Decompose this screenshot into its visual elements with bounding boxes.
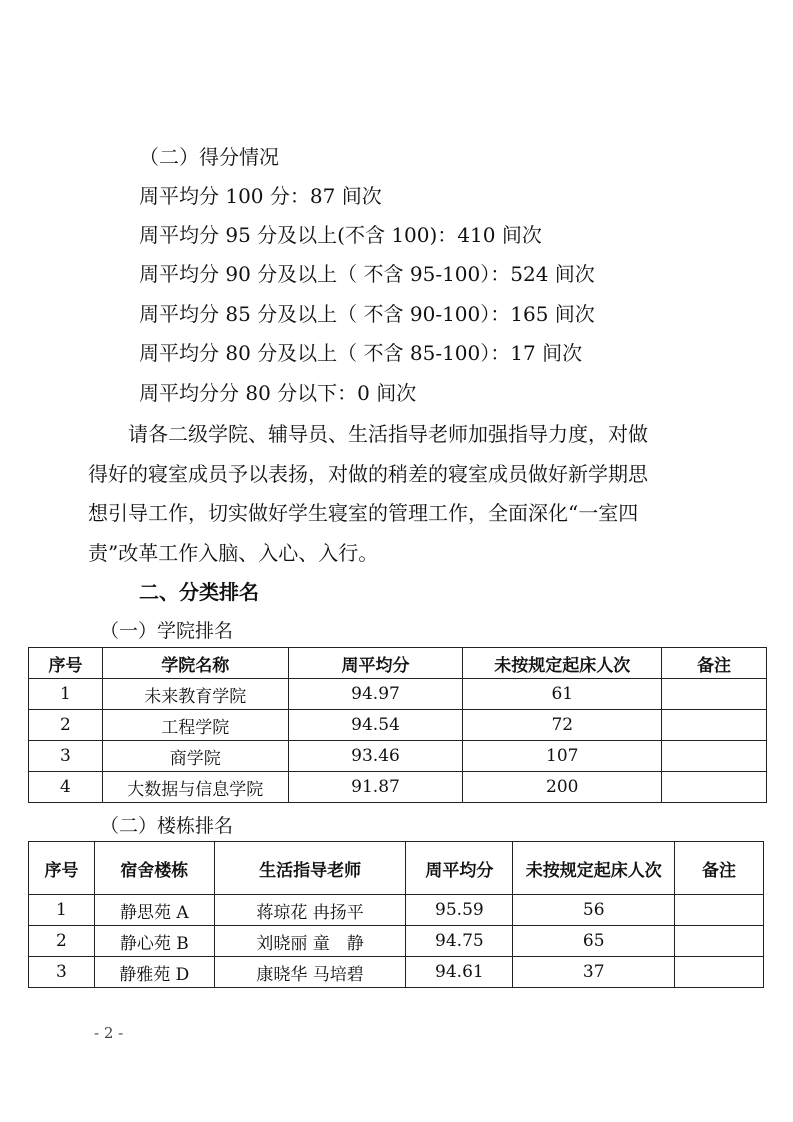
table-cell: 107 bbox=[463, 741, 662, 772]
table-cell bbox=[675, 895, 764, 926]
table-cell: 康晓华 马培碧 bbox=[214, 957, 406, 988]
table-row bbox=[29, 895, 764, 926]
table-cell: 3 bbox=[29, 741, 103, 772]
table-cell: 2 bbox=[29, 710, 103, 741]
table-cell: 静心苑 B bbox=[94, 926, 214, 957]
table-cell bbox=[662, 710, 767, 741]
table-cell: 61 bbox=[463, 679, 662, 710]
header-cell: 备注 bbox=[662, 648, 767, 679]
table1-caption: （一）学院排名 bbox=[100, 620, 234, 642]
paragraph-line: 得好的寝室成员予以表扬，对做的稍差的寝室成员做好新学期思 bbox=[88, 462, 648, 486]
table-cell bbox=[662, 679, 767, 710]
table-cell bbox=[675, 957, 764, 988]
table-row bbox=[29, 679, 767, 710]
table-cell: 94.54 bbox=[288, 710, 463, 741]
table-cell: 未来教育学院 bbox=[102, 679, 288, 710]
table-row bbox=[29, 710, 767, 741]
table-cell: 95.59 bbox=[406, 895, 513, 926]
section-heading: （二）得分情况 bbox=[139, 145, 279, 169]
table-cell bbox=[675, 926, 764, 957]
table-cell: 蒋琼花 冉扬平 bbox=[214, 895, 406, 926]
table-row bbox=[29, 741, 767, 772]
table-cell: 静雅苑 D bbox=[94, 957, 214, 988]
header-cell: 周平均分 bbox=[288, 648, 463, 679]
header-cell: 序号 bbox=[29, 842, 95, 895]
table-cell: 56 bbox=[513, 895, 675, 926]
paragraph-line: 想引导工作，切实做好学生寝室的管理工作，全面深化“一室四 bbox=[88, 501, 639, 525]
table-cell: 工程学院 bbox=[102, 710, 288, 741]
table-cell: 2 bbox=[29, 926, 95, 957]
college-ranking-table bbox=[28, 647, 767, 803]
table-header-row bbox=[29, 648, 767, 679]
table-cell: 1 bbox=[29, 895, 95, 926]
table-cell: 94.61 bbox=[406, 957, 513, 988]
header-cell: 周平均分 bbox=[406, 842, 513, 895]
score-line: 周平均分 100 分：87 间次 bbox=[139, 184, 382, 208]
table-cell: 37 bbox=[513, 957, 675, 988]
page-number: - 2 - bbox=[94, 1024, 124, 1042]
paragraph-line: 责”改革工作入脑、入心、入行。 bbox=[88, 541, 379, 565]
paragraph-line: 请各二级学院、辅导员、生活指导老师加强指导力度，对做 bbox=[88, 422, 648, 446]
table2-caption: （二）楼栋排名 bbox=[100, 815, 234, 837]
table-row bbox=[29, 772, 767, 803]
score-line: 周平均分 85 分及以上（ 不含 90-100）：165 间次 bbox=[139, 302, 595, 326]
table-cell: 93.46 bbox=[288, 741, 463, 772]
score-line: 周平均分 95 分及以上(不含 100)：410 间次 bbox=[139, 223, 542, 247]
table-cell: 大数据与信息学院 bbox=[102, 772, 288, 803]
header-cell: 序号 bbox=[29, 648, 103, 679]
table-cell bbox=[662, 772, 767, 803]
score-line: 周平均分 80 分及以上（ 不含 85-100）：17 间次 bbox=[139, 341, 583, 365]
table-cell: 1 bbox=[29, 679, 103, 710]
table-cell: 静思苑 A bbox=[94, 895, 214, 926]
table-row bbox=[29, 926, 764, 957]
score-line: 周平均分分 80 分以下：0 间次 bbox=[139, 381, 417, 405]
header-cell: 未按规定起床人次 bbox=[463, 648, 662, 679]
table-cell: 4 bbox=[29, 772, 103, 803]
header-cell: 生活指导老师 bbox=[214, 842, 406, 895]
table-cell: 94.75 bbox=[406, 926, 513, 957]
header-cell: 学院名称 bbox=[102, 648, 288, 679]
table-cell: 刘晓丽 童 静 bbox=[214, 926, 406, 957]
table-cell: 72 bbox=[463, 710, 662, 741]
table-cell: 94.97 bbox=[288, 679, 463, 710]
score-line: 周平均分 90 分及以上（ 不含 95-100）：524 间次 bbox=[139, 262, 595, 286]
table-cell: 商学院 bbox=[102, 741, 288, 772]
header-cell: 未按规定起床人次 bbox=[513, 842, 675, 895]
table-cell: 91.87 bbox=[288, 772, 463, 803]
table-cell bbox=[662, 741, 767, 772]
header-cell: 宿舍楼栋 bbox=[94, 842, 214, 895]
section2-heading: 二、分类排名 bbox=[139, 580, 259, 604]
table-cell: 200 bbox=[463, 772, 662, 803]
table-row bbox=[29, 957, 764, 988]
building-ranking-table bbox=[28, 841, 764, 988]
header-cell: 备注 bbox=[675, 842, 764, 895]
table-cell: 65 bbox=[513, 926, 675, 957]
table-cell: 3 bbox=[29, 957, 95, 988]
table-header-row bbox=[29, 842, 764, 895]
